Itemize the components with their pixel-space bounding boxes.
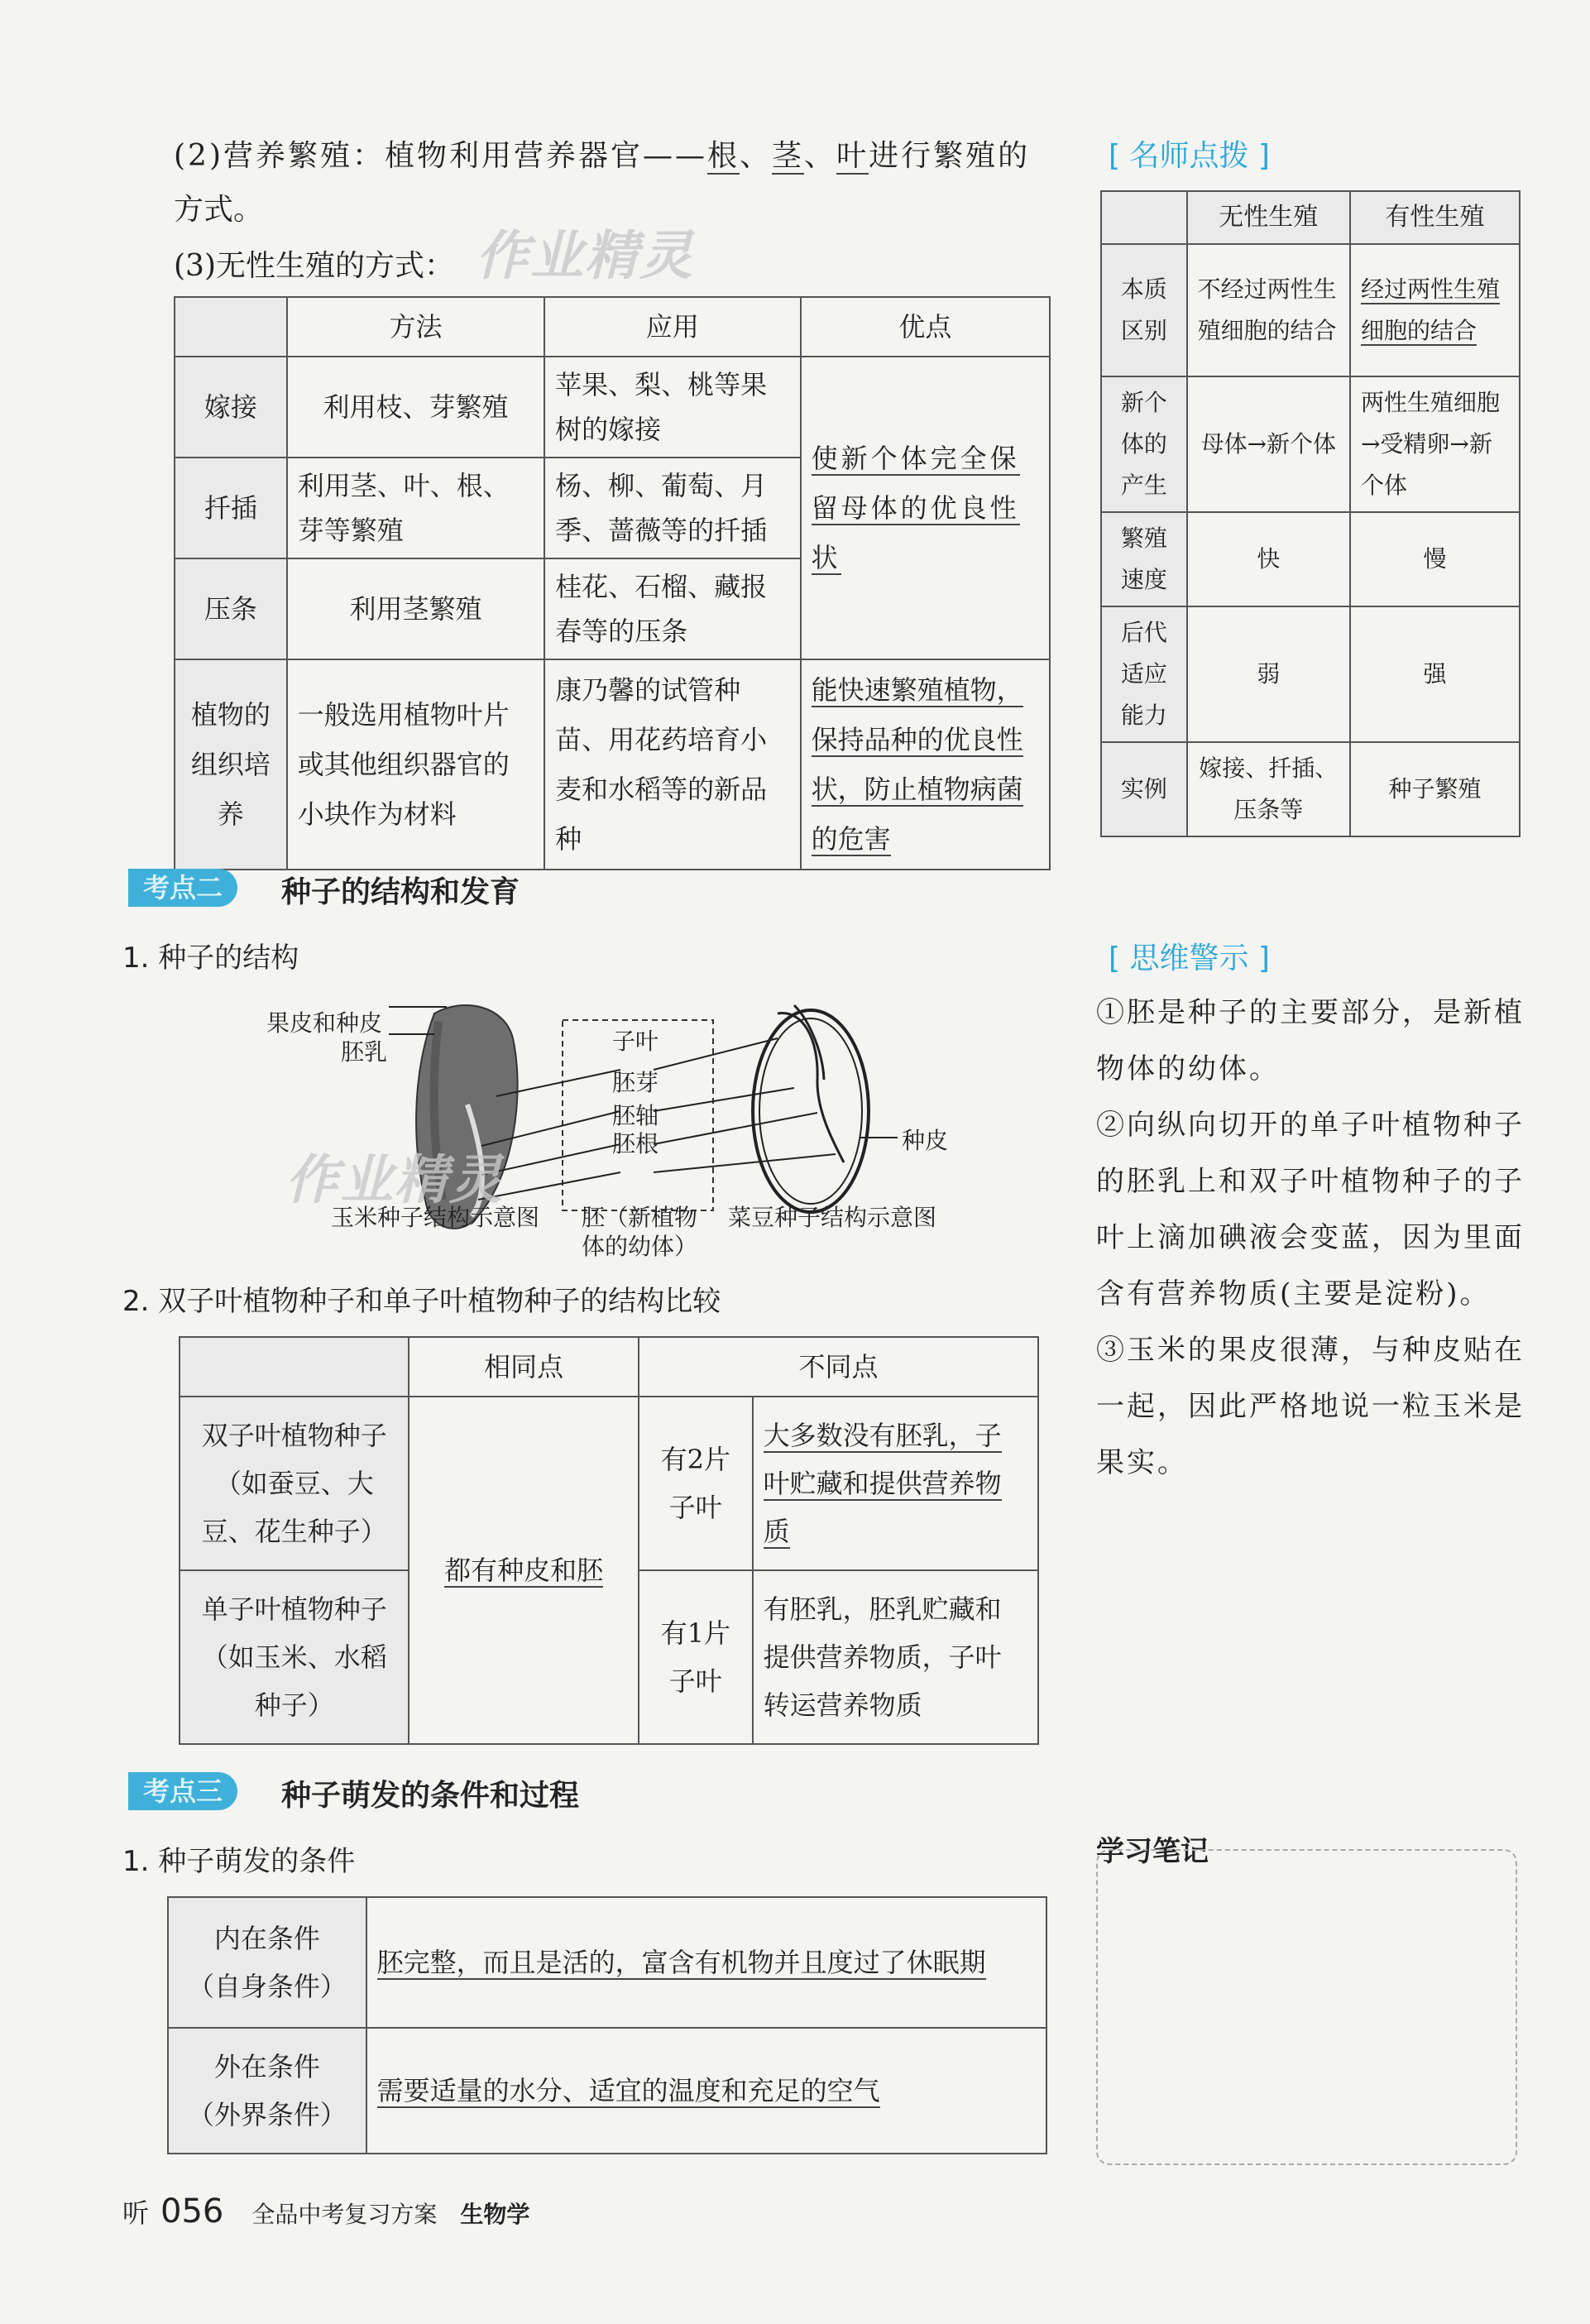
caption-embryo-2: 体的幼体） bbox=[582, 1233, 698, 1260]
label-hypocotyl: 胚轴 bbox=[612, 1102, 659, 1129]
footer-prefix: 听 bbox=[122, 2197, 150, 2229]
seed-compare-table: 相同点 不同点 双子叶植物种子（如蚕豆、大豆、花生种子） 都有种皮和胚 有2片子叶 大多数没有胚乳，子叶贮藏和提供营养物质 单子叶植物种子（如玉米、水稻种子） 有1片子叶 有胚乳，胚乳贮藏和提供营养物质，子叶转运营养物质 bbox=[179, 1336, 1039, 1745]
same-point: 都有种皮和胚 bbox=[409, 1397, 638, 1744]
table-row: 内在条件 （自身条件） 胚完整，而且是活的，富含有机物并且度过了休眠期 bbox=[168, 1897, 1046, 2028]
text-line-3: (3)无性生殖的方式： bbox=[174, 249, 454, 283]
subject: 生物学 bbox=[460, 2201, 530, 2228]
inner-condition: 胚完整，而且是活的，富含有机物并且度过了休眠期 bbox=[366, 1897, 1046, 2028]
text-line-1: (2)营养繁殖：植物利用营养器官——根、茎、叶进行繁殖的 bbox=[174, 139, 1031, 173]
kp2-title: 种子的结构和发育 bbox=[281, 875, 520, 909]
caption-embryo-1: 胚（新植物 bbox=[582, 1204, 698, 1231]
col-method: 方法 bbox=[287, 297, 544, 357]
table-row: 繁殖速度 快 慢 bbox=[1101, 512, 1520, 606]
table-row: 植物的组织培养 一般选用植物叶片或其他组织器官的小块作为材料 康乃馨的试管种苗、用花药培育小麦和水稻等的新品种 能快速繁殖植物，保持品种的优良性状，防止植物病菌的危害 bbox=[175, 659, 1050, 870]
kp2-sub2: 2. 双子叶植物种子和单子叶植物种子的结构比较 bbox=[122, 1285, 721, 1318]
table-row: 压条 利用茎繁殖 桂花、石榴、藏报春等的压条 bbox=[175, 558, 1050, 659]
warning-p3: ③玉米的果皮很薄，与种皮贴在一起，因此严格地说一粒玉米是果实。 bbox=[1096, 1334, 1525, 1479]
label-seedcoat: 种皮 bbox=[902, 1127, 949, 1154]
table-row: 嫁接 利用枝、芽繁殖 苹果、梨、桃等果树的嫁接 使新个体完全保留母体的优良性状 bbox=[175, 357, 1050, 458]
table-row: 本质区别 不经过两性生殖细胞的结合 经过两性生殖细胞的结合 bbox=[1101, 244, 1520, 376]
book-title: 全品中考复习方案 bbox=[251, 2201, 438, 2228]
notes-box[interactable] bbox=[1096, 1849, 1517, 2165]
label-radicle: 胚根 bbox=[612, 1130, 659, 1157]
merit-1: 使新个体完全保留母体的优良性状 bbox=[801, 357, 1050, 659]
side-title-warning: [ 思维警示 ] bbox=[1109, 942, 1270, 975]
table-row: 后代适应能力 弱 强 bbox=[1101, 606, 1520, 742]
footer bbox=[122, 2192, 529, 2231]
warning-p2: ②向纵向切开的单子叶植物种子的胚乳上和双子叶植物种子的子叶上滴加碘液会变蓝，因为里面含有营养物质(主要是淀粉)。 bbox=[1096, 1109, 1525, 1311]
asexual-table bbox=[174, 296, 1051, 870]
side-title-tips: [ 名师点拨 ] bbox=[1109, 139, 1270, 173]
warning-text bbox=[1096, 985, 1530, 1491]
warning-p1: ①胚是种子的主要部分，是新植物体的幼体。 bbox=[1096, 996, 1525, 1085]
label-plumule: 胚芽 bbox=[612, 1069, 659, 1096]
watermark-1: 作业精灵 bbox=[476, 226, 694, 287]
col-use: 应用 bbox=[544, 297, 800, 357]
kp3-tag: 考点三 bbox=[128, 1772, 237, 1810]
table-row: 单子叶植物种子（如玉米、水稻种子） 有1片子叶 有胚乳，胚乳贮藏和提供营养物质，子叶转运营养物质 bbox=[180, 1570, 1038, 1744]
table-row: 扦插 利用茎、叶、根、芽等繁殖 杨、柳、葡萄、月季、蔷薇等的扦插 bbox=[175, 458, 1050, 558]
text-line-2: 方式。 bbox=[174, 193, 264, 227]
label-pericarp: 果皮和种皮 bbox=[266, 1009, 383, 1037]
notes-title: 学习笔记 bbox=[1096, 1835, 1209, 1868]
outer-condition: 需要适量的水分、适宜的温度和充足的空气 bbox=[366, 2028, 1046, 2154]
kp2-sub1: 1. 种子的结构 bbox=[122, 942, 299, 975]
compare-reproduction-table: 无性生殖 有性生殖 本质区别 不经过两性生殖细胞的结合 经过两性生殖细胞的结合 新个体的产生 母体→新个体 两性生殖细胞→受精卵→新个体 繁殖速度 快 慢 后代适应能力 弱 强 实例 嫁接、扦插、压条等 种子繁殖 bbox=[1100, 190, 1521, 837]
watermark-2: 作业精灵 bbox=[285, 1150, 504, 1211]
caption-bean: 菜豆种子结构示意图 bbox=[728, 1204, 937, 1231]
label-endosperm: 胚乳 bbox=[341, 1038, 388, 1066]
col-merit: 优点 bbox=[801, 297, 1050, 357]
table-row: 新个体的产生 母体→新个体 两性生殖细胞→受精卵→新个体 bbox=[1101, 376, 1520, 512]
kp2-tag: 考点二 bbox=[128, 869, 237, 907]
table-row: 外在条件 （外界条件） 需要适量的水分、适宜的温度和充足的空气 bbox=[168, 2028, 1046, 2154]
kp3-sub1: 1. 种子萌发的条件 bbox=[122, 1845, 356, 1878]
caption-corn: 玉米种子结构示意图 bbox=[331, 1204, 540, 1231]
table-row: 实例 嫁接、扦插、压条等 种子繁殖 bbox=[1101, 742, 1520, 836]
label-cotyledon: 子叶 bbox=[612, 1028, 659, 1055]
merit-2: 能快速繁殖植物，保持品种的优良性状，防止植物病菌的危害 bbox=[801, 659, 1050, 870]
page-number: 056 bbox=[160, 2192, 224, 2231]
kp3-title: 种子萌发的条件和过程 bbox=[281, 1779, 580, 1813]
table-row: 双子叶植物种子（如蚕豆、大豆、花生种子） 都有种皮和胚 有2片子叶 大多数没有胚乳，子叶贮藏和提供营养物质 bbox=[180, 1397, 1038, 1570]
table-header-row bbox=[175, 297, 1050, 357]
germination-table bbox=[167, 1896, 1047, 2154]
